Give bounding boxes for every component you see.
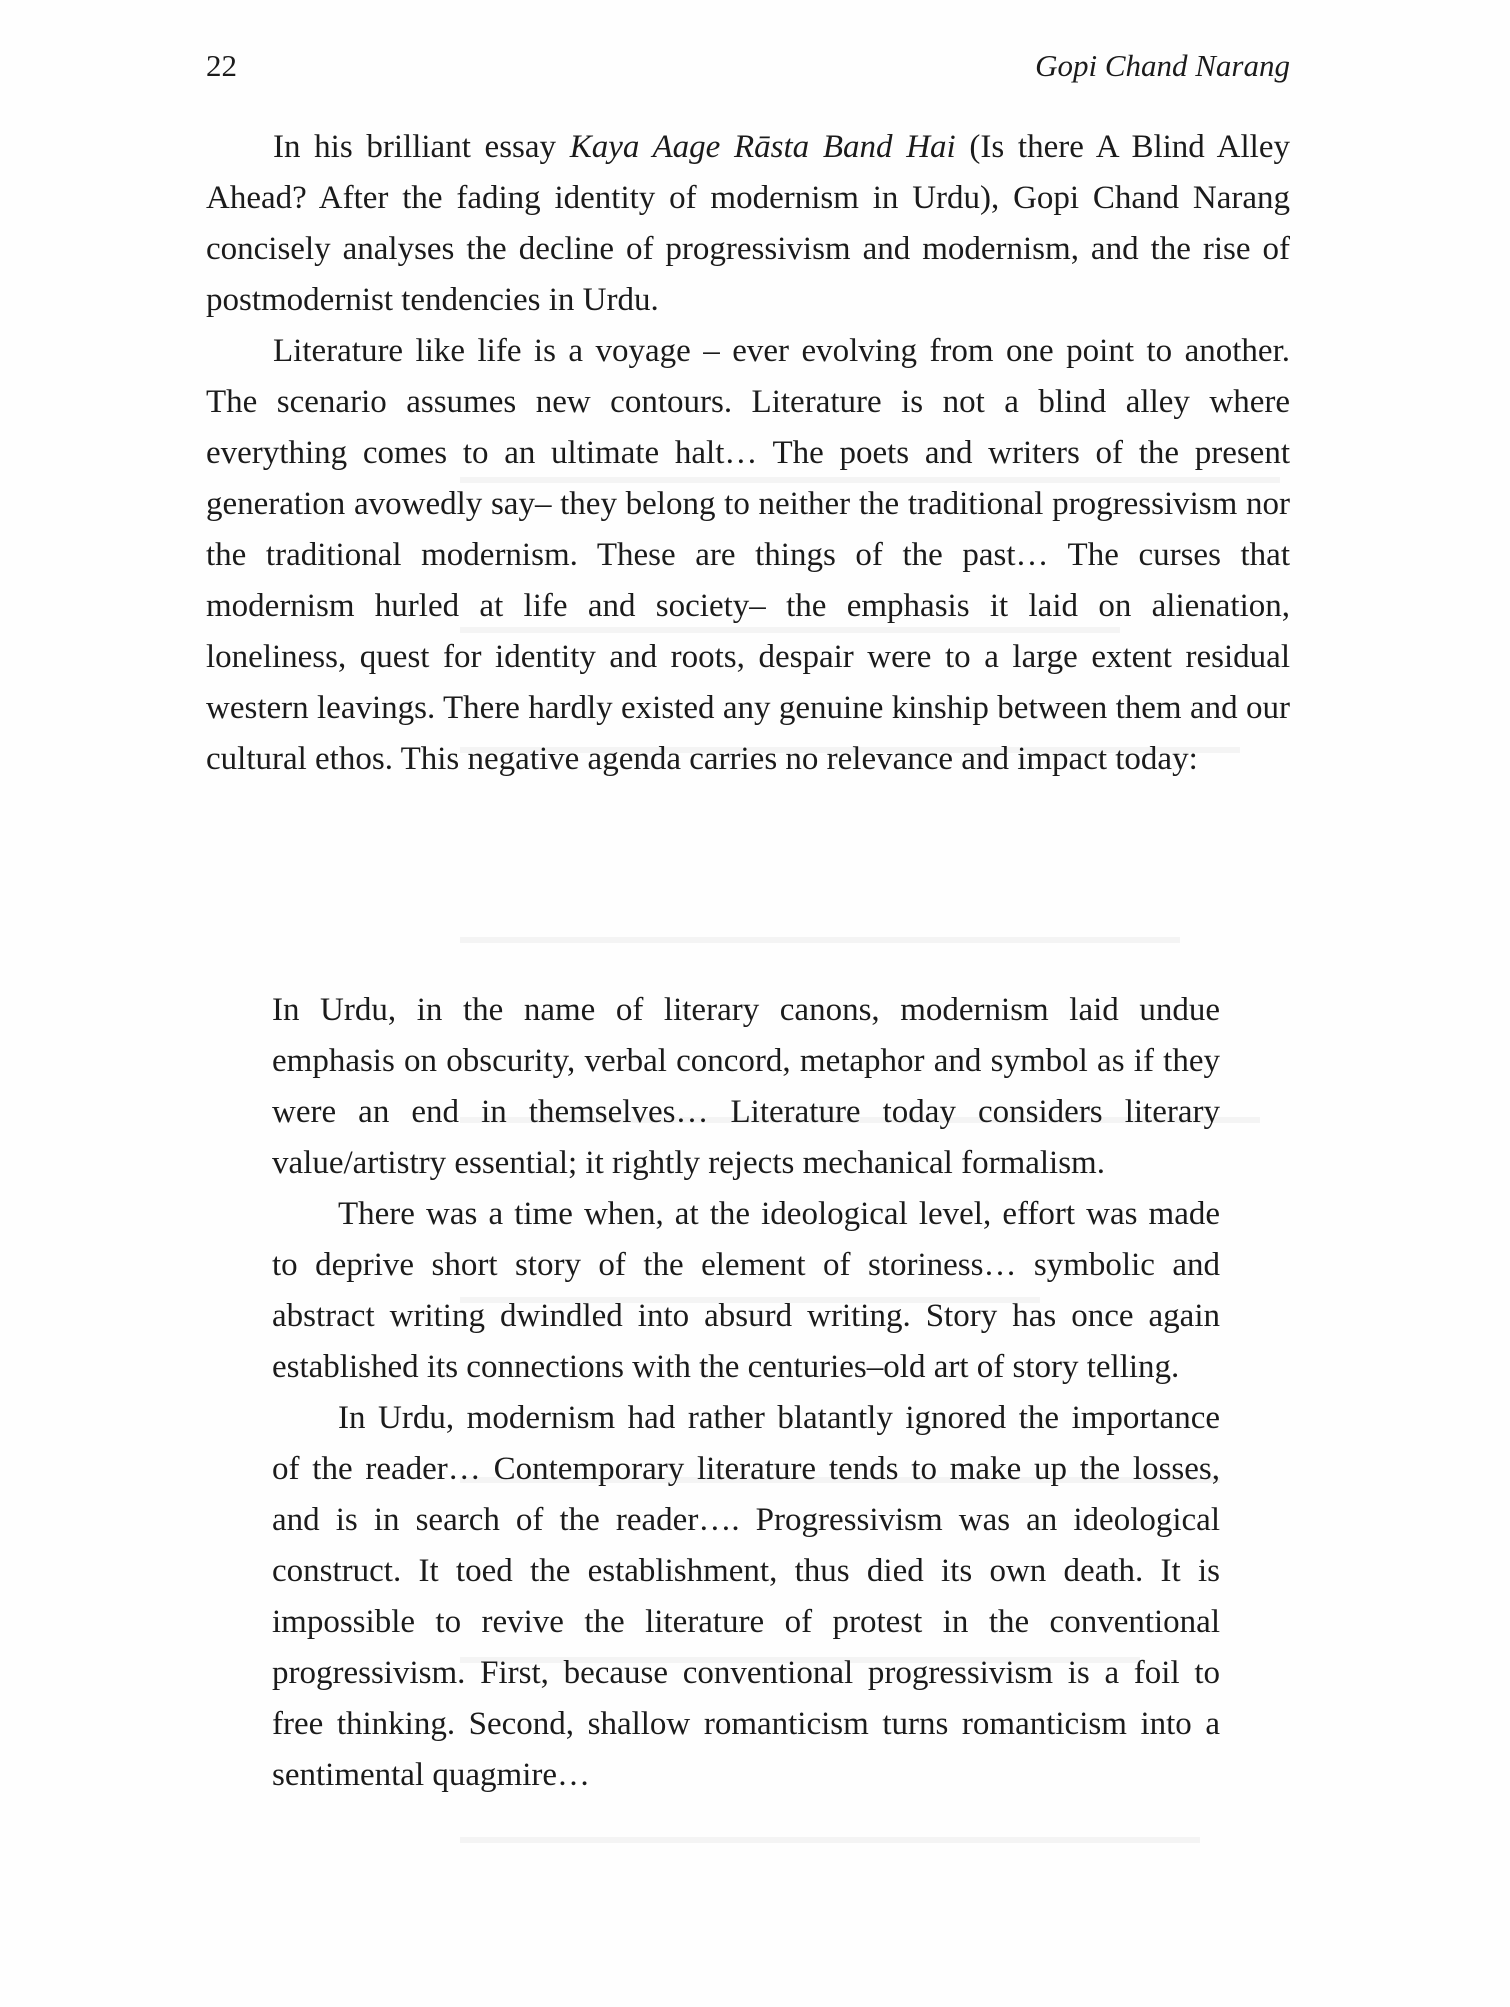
intro-text-rest: (Is there A Blind Alley Ahead? After the fading identity of modernism in Urdu), Gopi Chand Narang concisely analyses the decline of progressivism and modernism, and the rise of postmodernist tendencies in Urdu. <box>206 129 1290 318</box>
running-head <box>206 44 1290 88</box>
paragraph-literature-voyage: Literature like life is a voyage – ever evolving from one point to another. The scenario assumes new contours. Literature is not a blind alley where everything comes to an ultimate halt… The poets and writers of the present generation avowedly say– they belong to neither the traditional progressivism nor the traditional modernism. These are things of the past… The curses that modernism hurled at life and society– the emphasis it laid on alienation, loneliness, quest for identity and roots, despair were to a large extent residual western leavings. There hardly existed any genuine kinship between them and our cultural ethos. This negative agenda carries no relevance and impact today: <box>206 333 1290 777</box>
block-quote <box>272 985 1220 1801</box>
essay-title: Kaya Aage Rāsta Band Hai <box>569 129 956 165</box>
quote-paragraph-canons: In Urdu, in the name of literary canons, modernism laid undue emphasis on obscurity, verbal concord, metaphor and symbol as if they were an end in themselves… Literature today considers literary value/artistry essential; it rightly rejects mechanical formalism. <box>272 992 1220 1181</box>
paragraph-intro <box>206 122 1290 326</box>
intro-text-lead: In his brilliant essay <box>273 129 570 165</box>
quote-paragraph-short-story: There was a time when, at the ideological level, effort was made to deprive short story of the element of storiness… symbolic and abstract writing dwindled into absurd writing. Story has once again established its connections with the centuries–old art of story telling. <box>272 1196 1220 1385</box>
body-text <box>206 122 1290 785</box>
running-title: Gopi Chand Narang <box>1035 48 1290 83</box>
quote-paragraph-reader: In Urdu, modernism had rather blatantly ignored the importance of the reader… Contemporary literature tends to make up the losses, and is in search of the reader…. Progressivism was an ideological construct. It toed the establishment, thus died its own death. It is impossible to revive the literature of protest in the conventional progressivism. First, because conventional progressivism is a foil to free thinking. Second, shallow romanticism turns romanticism into a sentimental quagmire… <box>272 1400 1220 1793</box>
page-number: 22 <box>206 48 237 83</box>
